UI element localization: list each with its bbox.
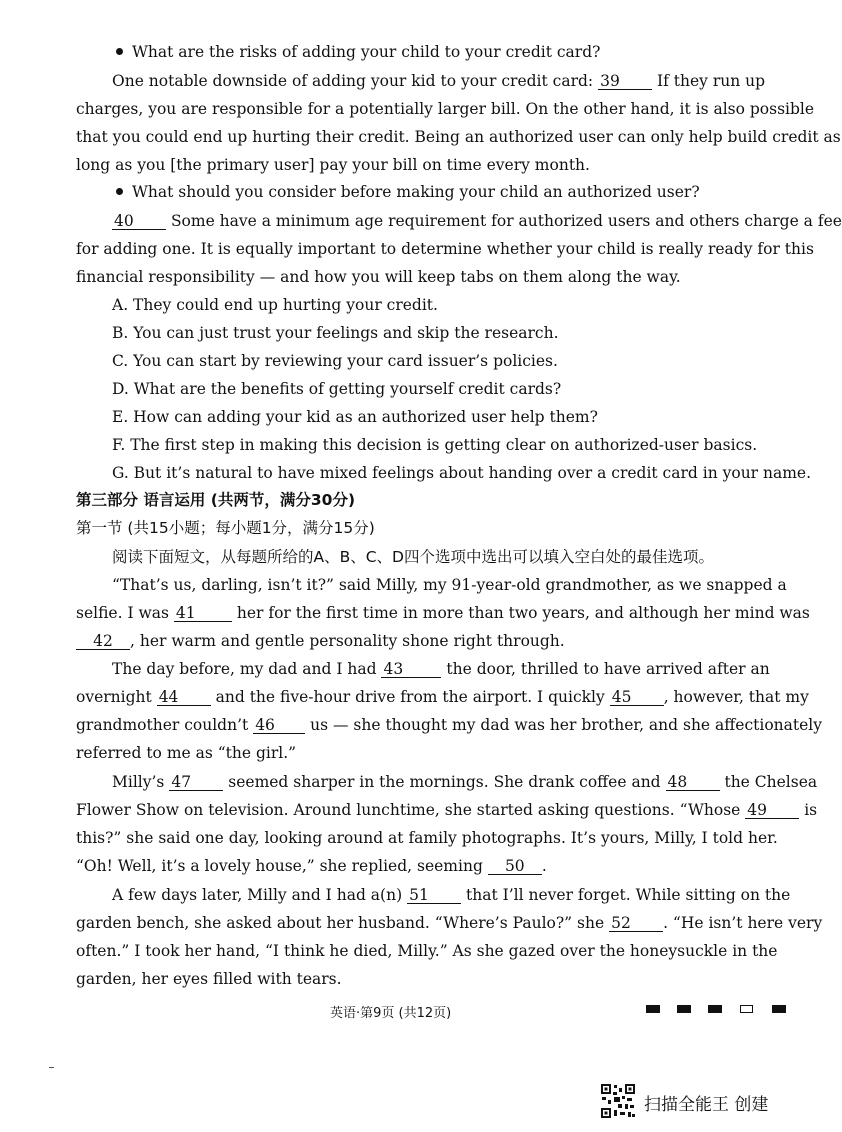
filled-mark xyxy=(677,1005,691,1013)
option-g: G. But it’s natural to have mixed feelings about handing over a credit card in your name. xyxy=(112,464,812,482)
blank-52[interactable]: 52 xyxy=(609,915,663,932)
blank-46[interactable]: 46 xyxy=(253,717,305,734)
cloze-line: garden bench, she asked about her husband. “Where’s Paulo?” she 52 . “He isn’t here very xyxy=(76,914,823,932)
cloze-line: garden, her eyes filled with tears. xyxy=(76,970,342,988)
cloze-line: often.” I took her hand, “I think he died, Milly.” As she gazed over the honeysuckle in the xyxy=(76,942,778,960)
blank-44[interactable]: 44 xyxy=(157,689,211,706)
blank-50[interactable]: 50 xyxy=(488,858,542,875)
cloze-line: grandmother couldn’t 46 us — she thought my dad was her brother, and she affectionately xyxy=(76,716,822,734)
blank-45[interactable]: 45 xyxy=(610,689,664,706)
blank-41[interactable]: 41 xyxy=(174,605,232,622)
cloze-line: “That’s us, darling, isn’t it?” said Milly, my 91-year-old grandmother, as we snapped a xyxy=(112,576,787,594)
bullet-dot xyxy=(116,48,123,55)
blank-48[interactable]: 48 xyxy=(666,774,720,791)
cloze-line: “Oh! Well, it’s a lovely house,” she replied, seeming 50 . xyxy=(76,857,547,875)
option-c: C. You can start by reviewing your card issuer’s policies. xyxy=(112,352,558,370)
scan-artifact xyxy=(49,1067,54,1068)
paragraph-line: charges, you are responsible for a potentially larger bill. On the other hand, it is also possible xyxy=(76,100,815,118)
qr-code-icon xyxy=(600,1083,636,1119)
cloze-line: Flower Show on television. Around lunchtime, she started asking questions. “Whose 49 is xyxy=(76,801,818,819)
cloze-line: this?” she said one day, looking around at family photographs. It’s yours, Milly, I told her. xyxy=(76,829,778,847)
bullet-dot xyxy=(116,188,123,195)
cloze-line: 42 , her warm and gentle personality shone right through. xyxy=(76,631,748,651)
blank-39[interactable]: 39 xyxy=(598,73,652,90)
paragraph-line: 40 Some have a minimum age requirement for authorized users and others charge a fee xyxy=(114,212,842,230)
empty-mark xyxy=(740,1005,753,1013)
blank-42[interactable]: 42 xyxy=(76,633,130,650)
cloze-line: The day before, my dad and I had 43 the door, thrilled to have arrived after an xyxy=(112,660,770,678)
blank-43[interactable]: 43 xyxy=(381,661,441,678)
blank-49[interactable]: 49 xyxy=(745,802,799,819)
page-footer: 英语·第9页 (共12页) xyxy=(330,1006,452,1021)
cloze-line: Milly’s 47 seemed sharper in the mornings. She drank coffee and 48 the Chelsea xyxy=(112,773,818,791)
option-e: E. How can adding your kid as an authorized user help them? xyxy=(112,408,598,426)
watermark-text: 扫描全能王 创建 xyxy=(644,1095,769,1115)
filled-mark xyxy=(772,1005,786,1013)
paragraph-line: that you could end up hurting their credit. Being an authorized user can only help build credit as xyxy=(76,128,841,146)
part-three-heading: 第三部分 语言运用 (共两节，满分30分) xyxy=(76,491,356,509)
cloze-line: A few days later, Milly and I had a(n) 51 that I’ll never forget. While sitting on the xyxy=(112,886,791,904)
blank-47[interactable]: 47 xyxy=(169,774,223,791)
question-heading-consider: What should you consider before making your child an authorized user? xyxy=(116,182,788,202)
blank-40[interactable]: 40 xyxy=(112,213,166,230)
paragraph-line: long as you [the primary user] pay your bill on time every month. xyxy=(76,156,590,174)
option-f: F. The first step in making this decision is getting clear on authorized-user basics. xyxy=(112,436,758,454)
cloze-line: overnight 44 and the five-hour drive from the airport. I quickly 45 , however, that my xyxy=(76,688,809,706)
instruction: 阅读下面短文，从每题所给的A、B、C、D四个选项中选出可以填入空白处的最佳选项。 xyxy=(112,548,714,566)
cloze-line: selfie. I was 41 her for the first time in more than two years, and although her mind was xyxy=(76,604,810,622)
blank-51[interactable]: 51 xyxy=(407,887,461,904)
option-d: D. What are the benefits of getting yourself credit cards? xyxy=(112,380,562,398)
cloze-line: referred to me as “the girl.” xyxy=(76,744,297,762)
question-heading-risks: What are the risks of adding your child to your credit card? xyxy=(116,42,788,62)
paragraph-line: financial responsibility — and how you will keep tabs on them along the way. xyxy=(76,268,681,286)
paragraph-line: for adding one. It is equally important to determine whether your child is really ready for this xyxy=(76,240,814,258)
section-one-heading: 第一节 (共15小题；每小题1分，满分15分) xyxy=(76,519,375,537)
option-a: A. They could end up hurting your credit. xyxy=(112,296,438,314)
paragraph-line: One notable downside of adding your kid to your credit card: 39 If they run up xyxy=(112,72,766,90)
filled-mark xyxy=(646,1005,660,1013)
filled-mark xyxy=(708,1005,722,1013)
option-b: B. You can just trust your feelings and skip the research. xyxy=(112,324,559,342)
